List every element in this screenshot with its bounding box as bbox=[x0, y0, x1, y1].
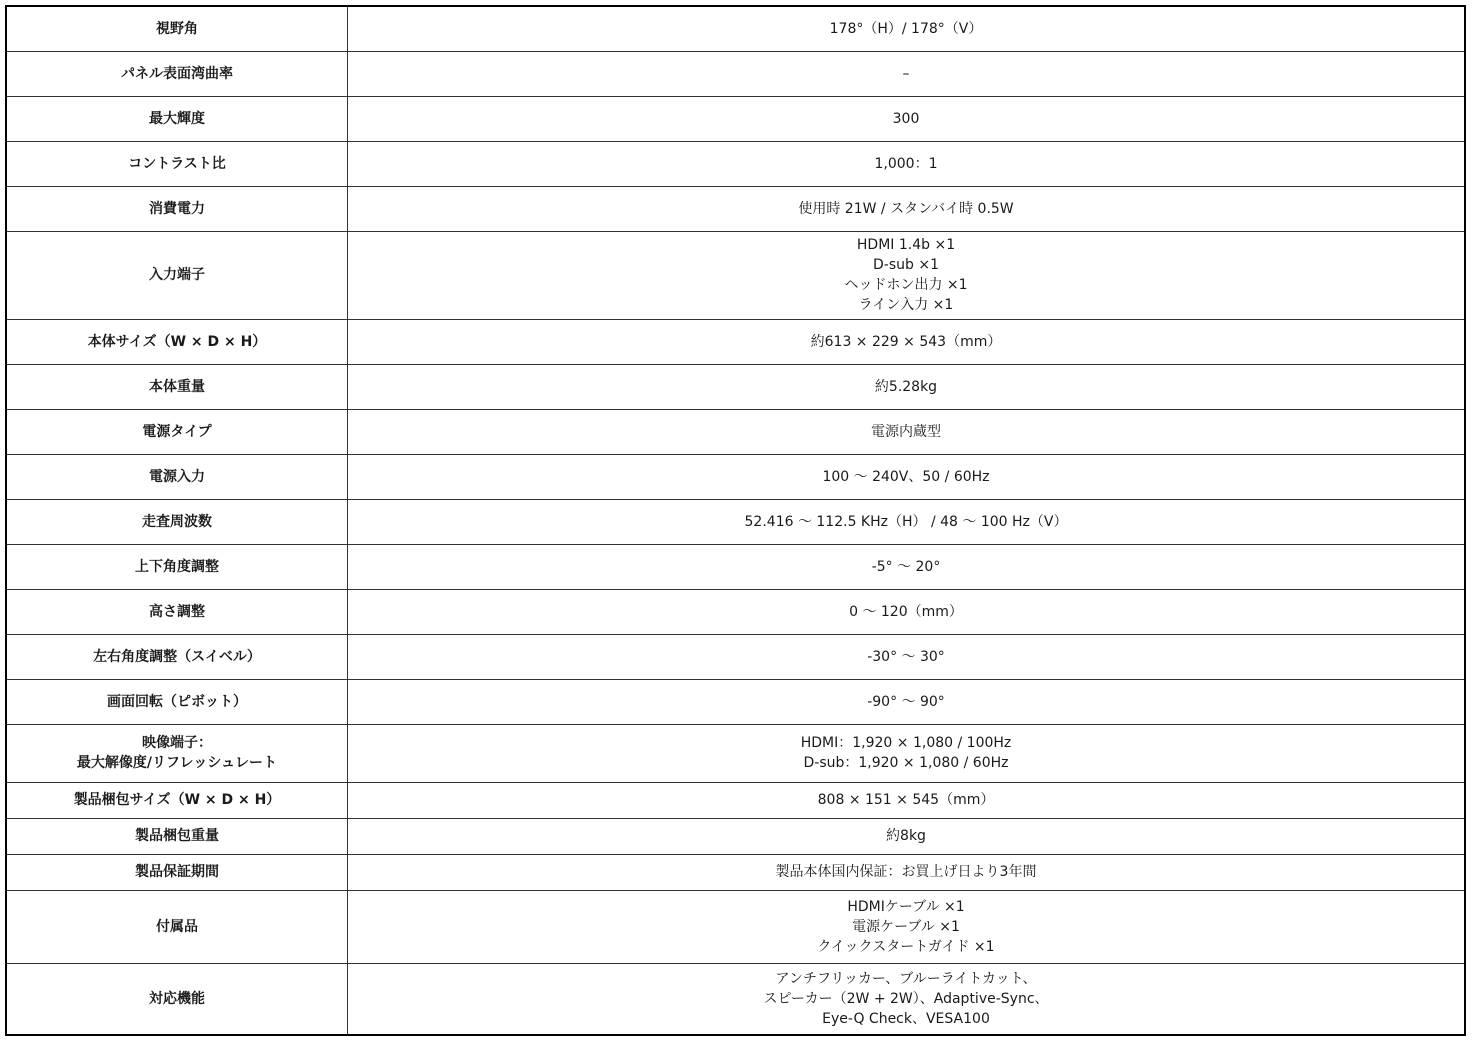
spec-label-line: 製品梱包サイズ（W × D × H） bbox=[73, 792, 281, 808]
spec-label bbox=[6, 141, 348, 186]
spec-label bbox=[6, 96, 348, 141]
spec-value-line: 製品本体国内保証：お買上げ日より3年間 bbox=[775, 864, 1037, 880]
table-row bbox=[6, 364, 1465, 409]
spec-label bbox=[6, 890, 348, 963]
spec-label-line: コントラスト比 bbox=[128, 155, 226, 172]
spec-value-line: 電源ケーブル ×1 bbox=[852, 918, 960, 935]
spec-label bbox=[6, 634, 348, 679]
spec-value bbox=[348, 818, 1466, 854]
spec-value-line: 1,000：1 bbox=[874, 155, 938, 172]
spec-value-line: D-sub：1,920 × 1,080 / 60Hz bbox=[803, 755, 1009, 771]
spec-value bbox=[348, 141, 1466, 186]
spec-value bbox=[348, 634, 1466, 679]
spec-value-line: スピーカー（2W + 2W）、Adaptive-Sync、 bbox=[763, 990, 1049, 1007]
spec-label-line: 電源入力 bbox=[149, 468, 205, 485]
spec-value bbox=[348, 854, 1466, 890]
spec-value bbox=[348, 963, 1466, 1035]
spec-label bbox=[6, 231, 348, 319]
spec-label bbox=[6, 186, 348, 231]
spec-value bbox=[348, 319, 1466, 364]
table-row bbox=[6, 186, 1465, 231]
spec-value bbox=[348, 409, 1466, 454]
spec-label-line: 本体重量 bbox=[149, 378, 205, 395]
table-row bbox=[6, 963, 1465, 1035]
spec-label-line: 視野角 bbox=[156, 20, 198, 37]
spec-label bbox=[6, 319, 348, 364]
spec-value-line: 使用時 21W / スタンバイ時 0.5W bbox=[798, 200, 1014, 217]
spec-label-line: 映像端子： bbox=[142, 735, 212, 751]
spec-value-line: クイックスタートガイド ×1 bbox=[817, 938, 995, 955]
table-row bbox=[6, 499, 1465, 544]
spec-label bbox=[6, 782, 348, 818]
spec-value-line: HDMIケーブル ×1 bbox=[847, 898, 965, 915]
spec-value bbox=[348, 679, 1466, 724]
spec-label-line: 製品梱包重量 bbox=[135, 828, 219, 844]
spec-value-line: 0 ～ 120（mm） bbox=[849, 603, 963, 620]
table-row bbox=[6, 6, 1465, 51]
spec-value bbox=[348, 96, 1466, 141]
table-row bbox=[6, 409, 1465, 454]
spec-value-line: D-sub ×1 bbox=[873, 257, 939, 273]
spec-value bbox=[348, 454, 1466, 499]
spec-value-line: Eye-Q Check、VESA100 bbox=[822, 1010, 990, 1027]
spec-label-line: 最大輝度 bbox=[149, 110, 205, 127]
table-row bbox=[6, 96, 1465, 141]
spec-label bbox=[6, 963, 348, 1035]
spec-value-line: 100 ～ 240V、50 / 60Hz bbox=[822, 468, 990, 485]
spec-label-line: 左右角度調整（スイベル） bbox=[93, 648, 261, 665]
spec-value bbox=[348, 231, 1466, 319]
table-row bbox=[6, 544, 1465, 589]
spec-label-line: 対応機能 bbox=[149, 990, 205, 1007]
table-row bbox=[6, 854, 1465, 890]
spec-value bbox=[348, 589, 1466, 634]
spec-label-line: 消費電力 bbox=[149, 200, 205, 217]
table-row bbox=[6, 51, 1465, 96]
table-row bbox=[6, 454, 1465, 499]
spec-label bbox=[6, 589, 348, 634]
spec-label bbox=[6, 364, 348, 409]
spec-value-line: 電源内蔵型 bbox=[871, 423, 941, 440]
table-row bbox=[6, 231, 1465, 319]
spec-label bbox=[6, 499, 348, 544]
spec-label bbox=[6, 679, 348, 724]
spec-value bbox=[348, 364, 1466, 409]
spec-value-line: 52.416 ～ 112.5 KHz（H） / 48 ～ 100 Hz（V） bbox=[744, 513, 1068, 530]
spec-label-line: 最大解像度/リフレッシュレート bbox=[76, 755, 278, 771]
table-row bbox=[6, 890, 1465, 963]
table-row bbox=[6, 589, 1465, 634]
spec-label-line: パネル表面湾曲率 bbox=[121, 65, 233, 82]
spec-label bbox=[6, 854, 348, 890]
spec-label-line: 高さ調整 bbox=[149, 603, 205, 620]
spec-label-line: 上下角度調整 bbox=[135, 558, 219, 575]
spec-value bbox=[348, 499, 1466, 544]
spec-value-line: 約5.28kg bbox=[874, 378, 938, 395]
spec-value-line: 808 × 151 × 545（mm） bbox=[817, 792, 995, 808]
spec-value-line: – bbox=[902, 65, 910, 82]
spec-value-line: 178°（H）/ 178°（V） bbox=[829, 20, 983, 37]
spec-label-line: 画面回転（ピボット） bbox=[107, 693, 247, 710]
spec-value-line: アンチフリッカー、ブルーライトカット、 bbox=[775, 970, 1037, 987]
table-row bbox=[6, 634, 1465, 679]
spec-label-line: 付属品 bbox=[156, 918, 198, 935]
spec-table-body bbox=[6, 6, 1465, 1035]
table-row bbox=[6, 818, 1465, 854]
spec-value bbox=[348, 724, 1466, 782]
spec-value bbox=[348, 890, 1466, 963]
spec-value bbox=[348, 51, 1466, 96]
spec-value bbox=[348, 186, 1466, 231]
spec-value-line: -30° ～ 30° bbox=[867, 648, 945, 665]
spec-label-line: 走査周波数 bbox=[142, 513, 212, 530]
spec-label-line: 本体サイズ（W × D × H） bbox=[87, 333, 267, 350]
table-row bbox=[6, 782, 1465, 818]
spec-value-line: HDMI 1.4b ×1 bbox=[856, 237, 956, 253]
spec-label bbox=[6, 6, 348, 51]
spec-value-line: 約613 × 229 × 543（mm） bbox=[810, 333, 1002, 350]
spec-label-line: 製品保証期間 bbox=[135, 864, 219, 880]
spec-label bbox=[6, 724, 348, 782]
spec-label bbox=[6, 818, 348, 854]
spec-value-line: ヘッドホン出力 ×1 bbox=[844, 277, 968, 293]
table-row bbox=[6, 724, 1465, 782]
spec-label bbox=[6, 51, 348, 96]
spec-label bbox=[6, 454, 348, 499]
spec-value-line: 約8kg bbox=[886, 828, 926, 844]
spec-label-line: 電源タイプ bbox=[142, 423, 212, 440]
spec-table bbox=[5, 5, 1466, 1036]
spec-value-line: ライン入力 ×1 bbox=[858, 297, 954, 313]
spec-label bbox=[6, 544, 348, 589]
table-row bbox=[6, 319, 1465, 364]
spec-label bbox=[6, 409, 348, 454]
spec-value-line: 300 bbox=[892, 110, 920, 127]
spec-value-line: -90° ～ 90° bbox=[867, 693, 945, 710]
spec-value-line: HDMI：1,920 × 1,080 / 100Hz bbox=[800, 735, 1012, 751]
spec-value-line: -5° ～ 20° bbox=[871, 558, 941, 575]
table-row bbox=[6, 141, 1465, 186]
spec-value bbox=[348, 6, 1466, 51]
spec-value bbox=[348, 782, 1466, 818]
spec-value bbox=[348, 544, 1466, 589]
spec-label-line: 入力端子 bbox=[149, 267, 205, 283]
table-row bbox=[6, 679, 1465, 724]
